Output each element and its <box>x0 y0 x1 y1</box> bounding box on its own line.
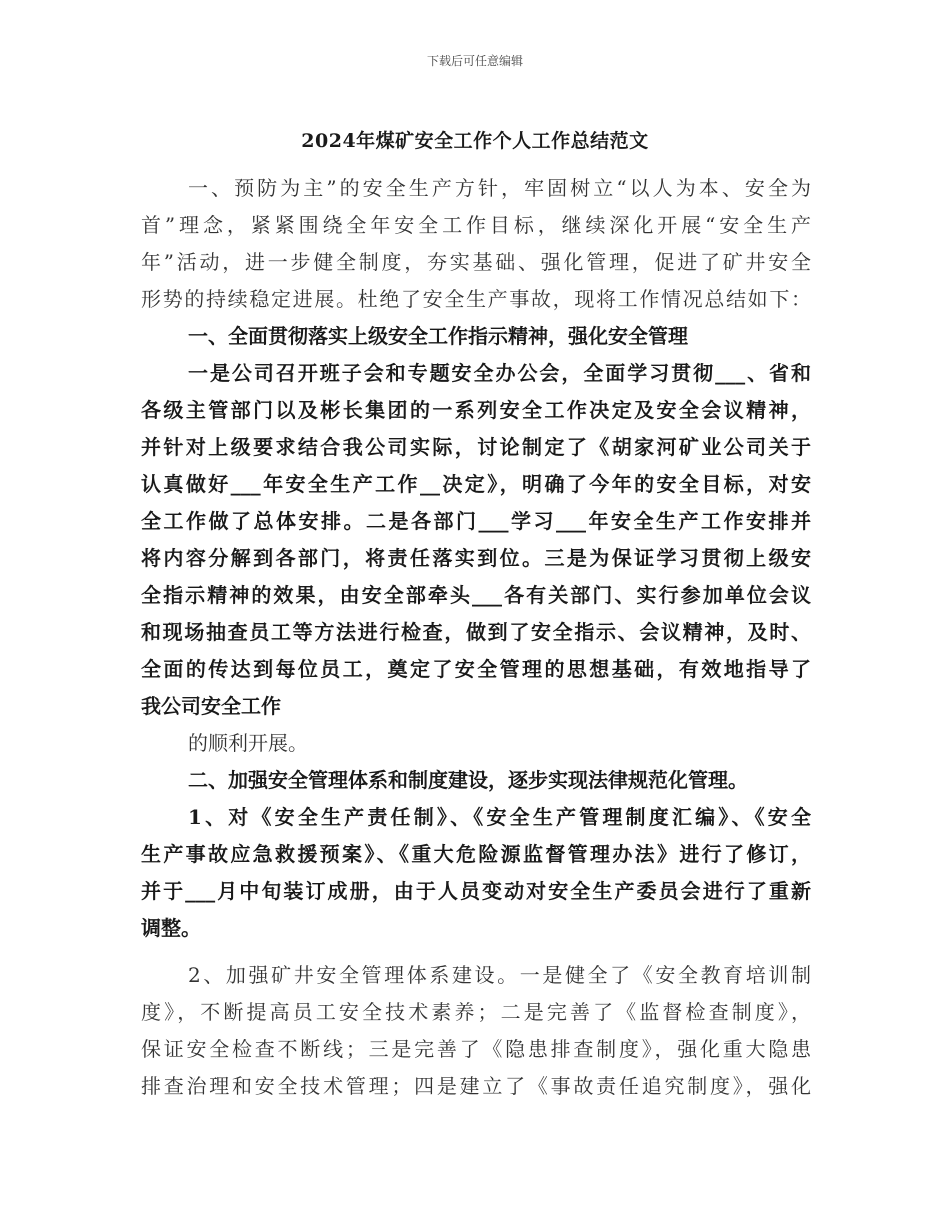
paragraph-line: 全面的传达到每位员工，奠定了安全管理的思想基础，有效地指导了 <box>141 657 811 681</box>
paragraph-line: 调整。 <box>141 916 201 940</box>
document-body <box>141 170 811 1105</box>
paragraph-line: 保证安全检查不断线；三是完善了《隐患排查制度》，强化重大隐患 <box>141 1037 811 1061</box>
paragraph-line: 年”活动，进一步健全制度，夯实基础、强化管理，促进了矿井安全 <box>141 250 811 274</box>
section-heading: 一、全面贯彻落实上级安全工作指示精神，强化安全管理 <box>188 324 688 348</box>
header-note: 下载后可任意编辑 <box>426 54 523 68</box>
paragraph-line: 生产事故应急救援预案》、《重大危险源监督管理办法》进行了修订， <box>141 842 811 866</box>
paragraph-line: 首”理念，紧紧围绕全年安全工作目标，继续深化开展“安全生产 <box>141 213 811 237</box>
paragraph-line: 并于___月中旬装订成册，由于人员变动对安全生产委员会进行了重新 <box>141 879 811 903</box>
paragraph-line: 1、对《安全生产责任制》、《安全生产管理制度汇编》、《安全 <box>188 805 811 829</box>
paragraph-line: 各级主管部门以及彬长集团的一系列安全工作决定及安全会议精神， <box>141 398 811 422</box>
paragraph-line: 形势的持续稳定进展。杜绝了安全生产事故，现将工作情况总结如下： <box>141 287 811 311</box>
paragraph-gap <box>141 947 811 957</box>
paragraph-line: 并针对上级要求结合我公司实际，讨论制定了《胡家河矿业公司关于 <box>141 435 811 459</box>
document-title: 2024年煤矿安全工作个人工作总结范文 <box>301 130 649 152</box>
paragraph-line: 认真做好___年安全生产工作__决定》，明确了今年的安全目标，对安 <box>141 472 811 496</box>
paragraph-line: 我公司安全工作 <box>141 694 281 718</box>
paragraph-line: 将内容分解到各部门，将责任落实到位。三是为保证学习贯彻上级安 <box>141 546 811 570</box>
paragraph-line: 全工作做了总体安排。二是各部门___学习___年安全生产工作安排并 <box>141 509 811 533</box>
paragraph-line: 一是公司召开班子会和专题安全办公会，全面学习贯彻___、省和 <box>188 361 811 385</box>
section-heading: 二、加强安全管理体系和制度建设，逐步实现法律规范化管理。 <box>188 768 748 792</box>
paragraph-line: 和现场抽查员工等方法进行检查，做到了安全指示、会议精神，及时、 <box>141 620 811 644</box>
paragraph-line: 的顺利开展。 <box>188 731 308 755</box>
paragraph-line: 2、加强矿井安全管理体系建设。一是健全了《安全教育培训制 <box>188 963 811 987</box>
paragraph-line: 排查治理和安全技术管理；四是建立了《事故责任追究制度》，强化 <box>141 1074 811 1098</box>
paragraph-line: 度》，不断提高员工安全技术素养；二是完善了《监督检查制度》， <box>141 1000 811 1024</box>
paragraph-line: 一、预防为主”的安全生产方针，牢固树立“以人为本、安全为 <box>188 176 811 200</box>
paragraph-line: 全指示精神的效果，由安全部牵头___各有关部门、实行参加单位会议 <box>141 583 811 607</box>
